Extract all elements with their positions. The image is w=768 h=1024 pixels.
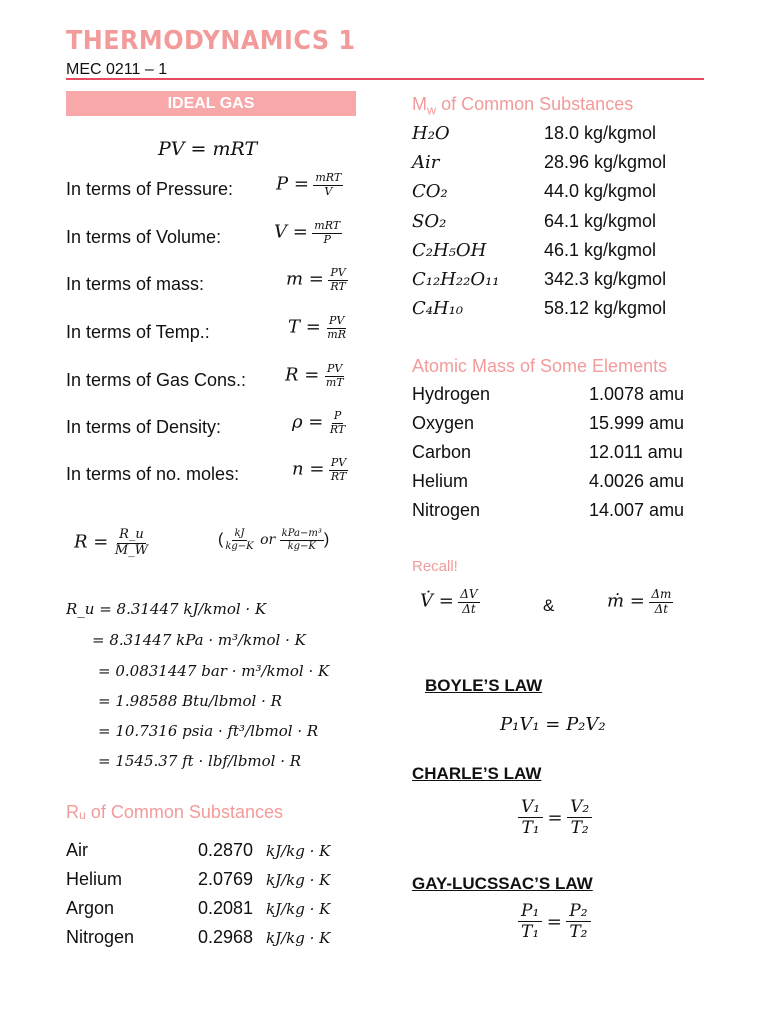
form-lhs: V = (274, 221, 308, 243)
form-label-moles: In terms of no. moles: (66, 464, 240, 484)
form-lhs: ρ = (292, 411, 324, 433)
r-def-num: R_u (119, 527, 144, 542)
gay-lussac-num2: P₂ (566, 901, 590, 922)
form-lhs: m = (286, 268, 324, 290)
mdot-den: Δt (654, 601, 669, 616)
charles-num1: V₁ (518, 797, 543, 818)
course-code: MEC 0211 – 1 (66, 61, 168, 78)
mw-heading-rest: of Common Substances (436, 94, 634, 114)
mdot-num: Δm (651, 587, 672, 601)
ru-value-line: = 0.0831447 bar · m³/kmol · K (98, 662, 330, 680)
form-den: P (323, 232, 331, 246)
boyles-law-equation: P₁V₁ = P₂V₂ (500, 714, 606, 735)
form-lhs: P = (276, 173, 309, 195)
unit1-den: kg−K (225, 540, 254, 552)
table-row-name: Carbon (412, 442, 472, 462)
ru-value-primary: R_u = 8.31447 kJ/kmol · K (66, 600, 267, 618)
mdot-lhs: ṁ = (607, 590, 645, 612)
form-lhs: n = (292, 458, 325, 480)
unit2-den: kg−K (287, 540, 316, 552)
ideal-gas-equation: PV = mRT (158, 138, 258, 160)
r-def-lhs: R = (74, 531, 109, 553)
table-row-name: Helium (412, 471, 469, 491)
form-lhs: T = (288, 316, 321, 338)
table-row-value: 0.2081 (198, 898, 254, 918)
unit2-num: kPa−m³ (281, 528, 322, 539)
gas-constant-units: ( $\frac{kJ}{kg-K}$ or $\frac{\text{kPa−m³}}{kg-K}$ ) (218, 528, 330, 552)
form-num: PV (328, 314, 345, 327)
vdot-den: Δt (462, 601, 476, 616)
mw-heading-sub: w (427, 103, 437, 118)
ru-common-heading: Rᵤ of Common Substances (66, 802, 283, 822)
table-row-value: 58.12 kg/kgmol (544, 298, 667, 318)
table-row-value: 64.1 kg/kgmol (544, 211, 657, 231)
ru-value-line: = 1.98588 Btu/lbmol · R (98, 692, 282, 710)
gay-lussac-num1: P₁ (518, 901, 542, 922)
unit-or: or (260, 532, 276, 549)
form-den: mR (327, 327, 346, 341)
ideal-gas-band: IDEAL GAS (66, 91, 356, 116)
table-row-value: 12.011 amu (589, 442, 683, 462)
table-row-formula: C₂H₅OH (412, 240, 487, 261)
form-num: mRT (315, 171, 342, 184)
table-row-value: 28.96 kg/kgmol (544, 152, 667, 172)
vdot-num: ΔV (460, 587, 478, 601)
form-label-density: In terms of Density: (66, 417, 222, 437)
table-row-value: 1.0078 amu (589, 384, 685, 404)
table-row-name: Helium (66, 869, 123, 889)
table-row-unit: kJ/kg · K (266, 842, 331, 860)
form-eq-volume (274, 220, 342, 246)
unit1-num: kJ (234, 528, 245, 539)
charles-law-equation: $\frac{\text{V₁}}{\text{T₁}}$ = $\frac{\text{V₂}}{\text{T₂}}$ (518, 797, 592, 839)
mw-heading-main: M (412, 94, 427, 114)
form-label-volume: In terms of Volume: (66, 227, 222, 247)
r-def-den: M_W (114, 542, 148, 558)
mw-common-heading (412, 94, 633, 118)
table-row-value: 0.2870 (198, 840, 254, 860)
header-divider (66, 78, 704, 80)
form-den: RT (329, 422, 346, 436)
form-eq-gas-constant (285, 363, 346, 389)
form-num: PV (327, 362, 343, 375)
form-num: PV (330, 266, 346, 279)
form-num: PV (330, 456, 347, 469)
table-row-value: 342.3 kg/kgmol (544, 269, 667, 289)
table-row-unit: kJ/kg · K (266, 929, 331, 947)
ru-value-line: = 1545.37 ft · lbf/lbmol · R (98, 752, 302, 770)
table-row-formula: C₁₂H₂₂O₁₁ (412, 269, 500, 290)
table-row-value: 4.0026 amu (589, 471, 685, 491)
table-row-value: 2.0769 (198, 869, 254, 889)
charles-law-heading: CHARLE’S LAW (412, 764, 542, 783)
table-row-formula: C₄H₁₀ (412, 298, 464, 319)
gay-lussac-den2: T₂ (569, 922, 588, 943)
form-num: P (333, 409, 342, 422)
page-title: THERMODYNAMICS 1 (66, 26, 356, 56)
gay-lussac-law-heading: GAY-LUCSSAC’S LAW (412, 874, 593, 893)
recall-ampersand: & (543, 596, 555, 615)
gas-constant-definition (74, 528, 150, 559)
charles-den2: T₂ (570, 818, 589, 839)
table-row-formula: SO₂ (412, 211, 447, 232)
table-row-value: 14.007 amu (589, 500, 685, 520)
table-row-formula: CO₂ (412, 181, 448, 202)
table-row-formula: H₂O (412, 123, 450, 144)
form-den: V (324, 184, 333, 198)
form-den: RT (330, 279, 346, 293)
recall-heading: Recall! (412, 558, 458, 575)
table-row-name: Nitrogen (412, 500, 481, 520)
form-label-temp: In terms of Temp.: (66, 322, 210, 342)
form-den: mT (325, 375, 344, 389)
form-lhs: R = (285, 364, 320, 386)
form-eq-mass (286, 267, 348, 293)
form-label-mass: In terms of mass: (66, 274, 205, 294)
gay-lussac-law-equation: $\frac{\text{P₁}}{\text{T₁}}$ = $\frac{\text{P₂}}{\text{T₂}}$ (518, 901, 591, 943)
form-eq-temp (288, 315, 348, 341)
form-label-pressure: In terms of Pressure: (66, 179, 234, 199)
table-row-value: 15.999 amu (589, 413, 685, 433)
form-eq-pressure (276, 172, 343, 198)
table-row-value: 46.1 kg/kgmol (544, 240, 657, 260)
table-row-value: 0.2968 (198, 927, 254, 947)
mass-flow-equation (607, 588, 673, 617)
vdot-lhs: V̇ = (420, 590, 454, 612)
table-row-name: Air (66, 840, 88, 860)
form-eq-moles (292, 457, 348, 483)
table-row-name: Hydrogen (412, 384, 491, 404)
table-row-name: Argon (66, 898, 115, 918)
charles-den1: T₁ (521, 818, 540, 839)
charles-num2: V₂ (567, 797, 592, 818)
table-row-value: 44.0 kg/kgmol (544, 181, 657, 201)
atomic-mass-heading: Atomic Mass of Some Elements (412, 356, 668, 376)
form-den: RT (330, 469, 347, 483)
ru-value-line: = 8.31447 kPa · m³/kmol · K (92, 631, 306, 649)
table-row-name: Oxygen (412, 413, 475, 433)
form-eq-density (292, 410, 347, 436)
form-label-gas-constant: In terms of Gas Cons.: (66, 370, 247, 390)
table-row-unit: kJ/kg · K (266, 900, 331, 918)
table-row-name: Nitrogen (66, 927, 135, 947)
form-num: mRT (314, 219, 341, 232)
gay-lussac-den1: T₁ (521, 922, 540, 943)
volume-flow-equation (420, 588, 480, 617)
table-row-value: 18.0 kg/kgmol (544, 123, 657, 143)
boyles-law-heading: BOYLE’S LAW (425, 676, 543, 695)
table-row-formula: Air (412, 152, 440, 173)
ru-value-line: = 10.7316 psia · ft³/lbmol · R (98, 722, 319, 740)
table-row-unit: kJ/kg · K (266, 871, 331, 889)
